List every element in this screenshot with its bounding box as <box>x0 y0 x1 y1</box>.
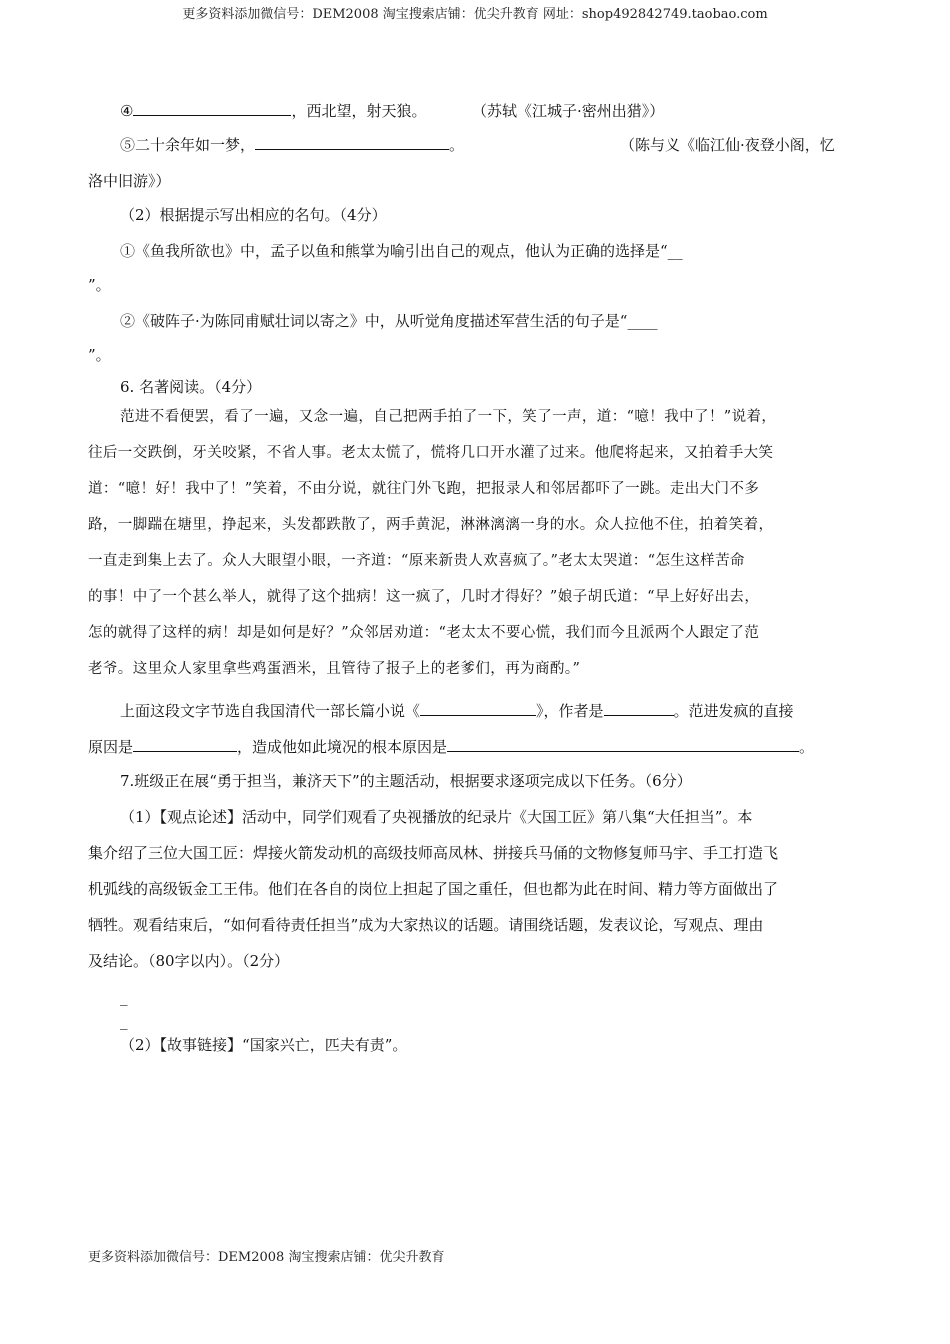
q4-blank <box>133 101 291 116</box>
q6-question-f: 。 <box>799 738 815 756</box>
q5-line <box>120 135 464 155</box>
q7-sub1-line: 牺牲。观看结束后，“如何看待责任担当”成为大家热议的话题。请围绕话题，发表议论，写观点、理由 <box>88 916 764 934</box>
q6-blank-direct <box>133 737 237 752</box>
q7-sub1-line: （1）【观点论述】活动中，同学们观看了央视播放的纪录片《大国工匠》第八集“大任担当”。本 <box>120 808 753 826</box>
part2-item2: ②《破阵子·为陈同甫赋壮词以寄之》中，从听觉角度描述军营生活的句子是“____ <box>120 312 658 330</box>
q6-question-e: ，造成他如此境况的根本原因是 <box>237 738 448 756</box>
q6-passage-line: 道：“噫！好！我中了！”笑着，不由分说，就往门外飞跑，把报录人和邻居都吓了一跳。走出大门不多 <box>88 481 760 497</box>
q5-text1: 二十余年如一梦， <box>135 136 256 154</box>
q6-question-line2 <box>88 737 814 757</box>
q6-question-d: 原因是 <box>88 738 134 756</box>
q6-blank-novel <box>420 701 536 716</box>
q6-blank-author <box>604 701 674 716</box>
q5-number: ⑤ <box>120 136 136 154</box>
q6-passage-line: 往后一交跌倒，牙关咬紧，不省人事。老太太慌了，慌将几口开水灌了过来。他爬将起来，又拍着手大笑 <box>88 445 774 461</box>
q5-source: （陈与义《临江仙·夜登小阁，忆 <box>620 136 835 154</box>
q7-sub2: （2）【故事链接】“国家兴亡，匹夫有责”。 <box>120 1036 408 1054</box>
q7-answer-blank-2: _ <box>120 1012 128 1030</box>
q7-sub1-line: 集介绍了三位大国工匠：焊接火箭发动机的高级技师高凤林、拼接兵马俑的文物修复师马宇、手工打造飞 <box>88 844 779 862</box>
q6-passage-line: 范进不看便罢，看了一遍，又念一遍，自己把两手拍了一下，笑了一声，道：“噫！我中了！”说着， <box>120 409 777 425</box>
q6-passage-line: 一直走到集上去了。众人大眼望小眼，一齐道：“原来新贵人欢喜疯了。”老太太哭道：“怎生这样苦命 <box>88 553 745 569</box>
q4-line <box>120 101 426 121</box>
q4-text: ，西北望，射天狼。 <box>291 102 427 120</box>
q5-text2: 。 <box>449 136 465 154</box>
part2-item1-end: ”。 <box>88 276 111 294</box>
q6-passage-line: 怎的就得了这样的病！却是如何是好？”众邻居劝道：“老太太不要心慌，我们而今且派两个人跟定了范 <box>88 625 760 641</box>
q4-number: ④ <box>120 102 134 120</box>
q7-sub1-line: 及结论。（80字以内）。（2分） <box>88 952 290 970</box>
page-footer: 更多资料添加微信号：DEM2008 淘宝搜索店铺：优尖升教育 <box>88 1250 445 1265</box>
q5-blank <box>255 135 449 150</box>
q6-question-line1 <box>120 701 794 721</box>
q6-passage-line: 的事！中了一个甚么举人，就得了这个拙病！这一疯了，几时才得好？”娘子胡氏道：“早上好好出去， <box>88 589 760 605</box>
q6-question-c: 。范进发疯的直接 <box>673 702 794 720</box>
q6-passage-line: 老爷。这里众人家里拿些鸡蛋酒米，且管待了报子上的老爹们，再为商酌。” <box>88 661 581 677</box>
q7-title: 7.班级正在展“勇于担当，兼济天下”的主题活动，根据要求逐项完成以下任务。（6分） <box>120 772 692 790</box>
q6-passage-line: 路，一脚踹在塘里，挣起来，头发都跌散了，两手黄泥，淋淋漓漓一身的水。众人拉他不住，拍着笑着， <box>88 517 774 533</box>
q7-sub1-line: 机弧线的高级钣金工王伟。他们在各自的岗位上担起了国之重任，但也都为此在时间、精力等方面做出了 <box>88 880 779 898</box>
q6-blank-root <box>447 737 799 752</box>
q6-question-a: 上面这段文字节选自我国清代一部长篇小说《 <box>120 702 421 720</box>
page-header: 更多资料添加微信号：DEM2008 淘宝搜索店铺：优尖升教育 网址：shop492842749.taobao.com <box>182 7 768 22</box>
q7-answer-blank-1: _ <box>120 988 128 1006</box>
part2-title: （2）根据提示写出相应的名句。（4分） <box>120 206 387 224</box>
q6-title: 6. 名著阅读。（4分） <box>120 378 262 396</box>
q4-source: （苏轼《江城子·密州出猎》） <box>472 102 665 120</box>
q5-source-cont: 洛中旧游》） <box>88 172 171 190</box>
part2-item1: ①《鱼我所欲也》中，孟子以鱼和熊掌为喻引出自己的观点，他认为正确的选择是“__ <box>120 242 683 260</box>
part2-item2-end: ”。 <box>88 346 111 364</box>
q6-question-b: 》，作者是 <box>536 702 604 720</box>
